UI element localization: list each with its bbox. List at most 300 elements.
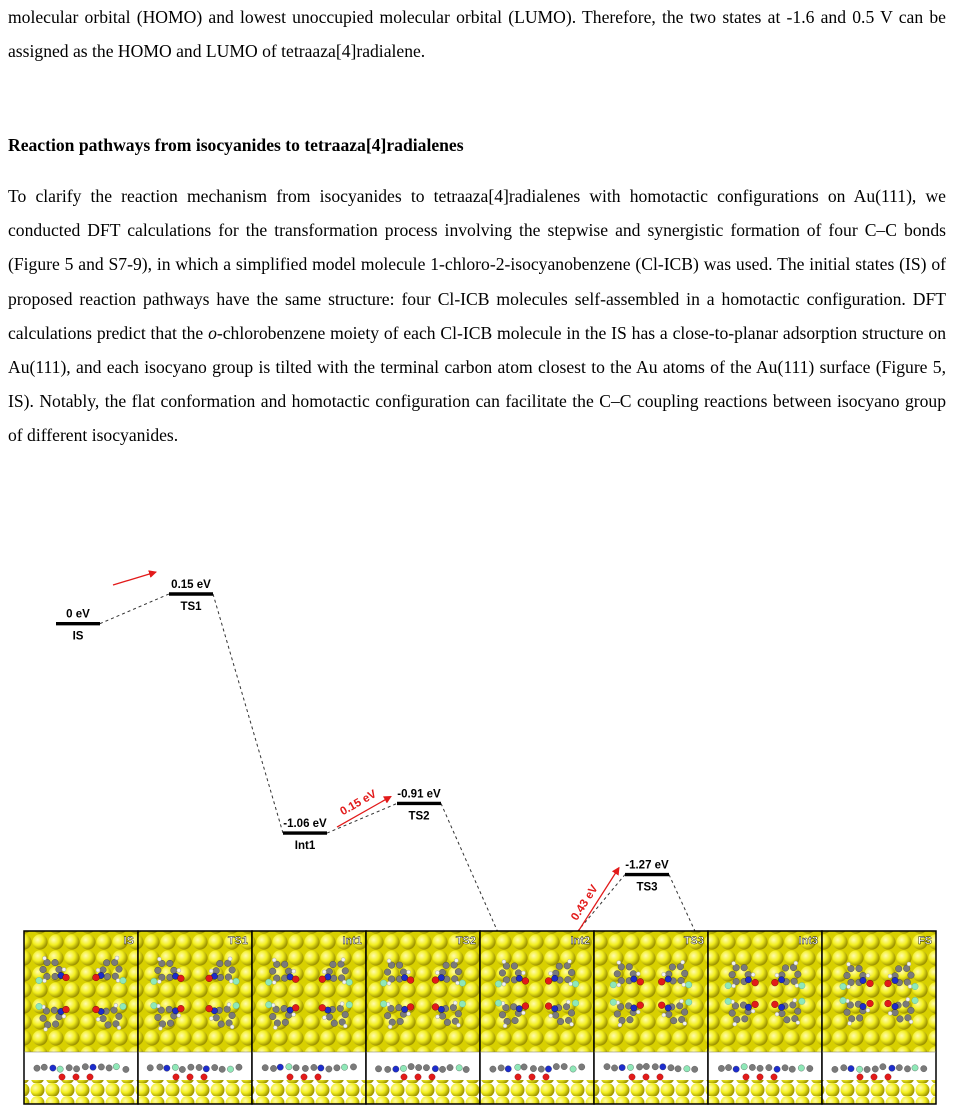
level-label-TS3: TS3 [636,881,658,894]
carbon-atom [111,1007,118,1014]
red-carbon-atom [206,1005,213,1012]
nitrogen-atom [745,977,751,983]
carbon-atom [217,974,224,981]
hydrogen-atom [775,1012,779,1016]
side-red-atom [857,1074,863,1080]
barrier-label-Int2-TS3: 0.43 eV [569,883,601,923]
chlorine-atom [495,1000,501,1006]
hydrogen-atom [341,958,345,962]
side-atom [515,1064,521,1070]
side-red-atom [657,1074,663,1080]
barrier-label-Int1-TS2: 0.15 eV [338,788,379,819]
carbon-atom [908,1007,915,1014]
carbon-atom [213,1014,220,1021]
level-value-TS1: 0.15 eV [171,579,211,591]
hydrogen-atom [793,998,797,1002]
hydrogen-atom [847,962,851,966]
side-atom [490,1066,496,1072]
red-carbon-atom [177,975,184,982]
red-carbon-atom [432,1004,439,1011]
side-atom [350,1064,356,1070]
gold-surface-side [138,1080,252,1104]
carbon-atom [734,1016,741,1023]
side-atom [147,1065,153,1071]
hydrogen-atom [157,957,161,961]
red-carbon-atom [885,1000,892,1007]
hydrogen-atom [751,973,755,977]
carbon-atom [844,972,851,979]
chlorine-atom [610,999,616,1005]
side-atom [375,1066,381,1072]
hydrogen-atom [388,1025,392,1029]
hydrogen-atom [230,1025,234,1029]
side-atom [66,1065,72,1071]
side-atom [326,1066,332,1072]
hydrogen-atom [227,1003,231,1007]
hydrogen-atom [796,1021,800,1025]
side-atom [774,1066,780,1072]
side-atom [896,1064,902,1070]
carbon-atom [159,1021,166,1028]
hydrogen-atom [62,1014,66,1018]
chlorine-atom [459,1001,465,1007]
side-atom [157,1064,163,1070]
hydrogen-atom [292,1013,296,1017]
side-atom [385,1066,391,1072]
red-carbon-atom [319,1004,326,1011]
carbon-atom [619,1017,626,1024]
red-carbon-atom [637,978,644,985]
hydrogen-atom [794,961,798,965]
gold-surface-side [822,1080,936,1104]
side-red-atom [871,1074,877,1080]
level-value-IS: 0 eV [66,608,90,621]
carbon-atom [499,1012,506,1019]
hydrogen-atom [114,1003,118,1007]
side-atom [832,1066,838,1072]
carbon-atom [557,1018,564,1025]
level-value-Int1: -1.06 eV [283,818,327,831]
hydrogen-atom [453,1001,457,1005]
hydrogen-atom [662,972,666,976]
nitrogen-atom [402,1006,408,1012]
carbon-atom [779,1010,786,1017]
side-red-atom [187,1074,193,1080]
side-atom [236,1064,242,1070]
structure-panels [24,931,936,1104]
side-atom [219,1066,225,1072]
hydrogen-atom [96,1017,100,1021]
hydrogen-atom [568,959,572,963]
red-carbon-atom [545,1003,552,1010]
carbon-atom [400,969,407,976]
red-carbon-atom [93,974,100,981]
connector-TS1-Int1 [213,594,283,833]
carbon-atom [729,1010,736,1017]
hydrogen-atom [662,1013,666,1017]
carbon-atom [326,1014,333,1021]
carbon-atom [52,1021,59,1028]
side-atom [196,1064,202,1070]
carbon-atom [681,970,688,977]
side-atom [203,1066,209,1072]
hydrogen-atom [866,974,870,978]
side-atom [393,1066,399,1072]
red-carbon-atom [867,1000,874,1007]
side-atom [113,1063,119,1069]
carbon-atom [167,960,174,967]
carbon-atom [676,1002,683,1009]
hydrogen-atom [682,983,686,987]
paragraph-text-2: -chlorobenzene moiety of each Cl-ICB molecule in the IS has a close-to-planar adsorption structure on Au(111), and each isocyano group is tilted with the terminal carbon atom closest to the Au atoms of the Au(111) surface (Figure 5, IS). Notably, the flat conformation and homotactic configuration can facilitate the C–C coupling reactions between isocyano group of different isocyanides. [8,322,947,446]
hydrogen-atom [733,1022,737,1026]
arrow-IS-TS1 [113,572,156,585]
carbon-atom [741,964,748,971]
carbon-atom [342,1011,349,1018]
carbon-atom [384,1012,391,1019]
chlorine-atom [36,977,42,983]
chlorine-atom [233,978,239,984]
paragraph-reaction-pathways [8,179,946,453]
chlorine-atom [380,1001,386,1007]
hydrogen-atom [775,973,779,977]
carbon-atom [274,1020,281,1027]
side-atom [848,1065,854,1071]
carbon-atom [116,966,123,973]
carbon-atom [511,963,518,970]
chlorine-atom [346,1002,352,1008]
carbon-atom [729,971,736,978]
carbon-atom [52,973,59,980]
hydrogen-atom [117,1026,121,1030]
chlorine-atom [840,983,846,989]
side-atom [334,1065,340,1071]
carbon-atom [269,1013,276,1020]
hydrogen-atom [866,1008,870,1012]
side-atom [302,1065,308,1071]
hydrogen-atom [322,970,326,974]
side-atom [684,1066,690,1072]
hydrogen-atom [435,971,439,975]
hydrogen-atom [229,979,233,983]
side-atom [636,1064,642,1070]
paragraph-text-1: To clarify the reaction mechanism from isocyanides to tetraaza[4]radialenes with homotactic configurations on Au(111), we conducted DFT calculations for the transformation process involving the stepwise and synergistic formation of four C–C bonds (Figure 5 and S7-9), in which a simplified model molecule 1-chloro-2-isocyanobenzene (Cl-ICB) was used. The initial states (IS) of proposed reaction pathways have the same structure: four Cl-ICB molecules self-assembled in a homotactic configuration. DFT calculations predict that the [8,186,946,343]
side-atom [341,1064,347,1070]
carbon-atom [741,1016,748,1023]
side-atom [570,1066,576,1072]
side-atom [439,1066,445,1072]
carbon-atom [40,966,47,973]
side-atom [798,1065,804,1071]
side-atom [652,1064,658,1070]
hydrogen-atom [570,1022,574,1026]
side-atom [34,1065,40,1071]
chlorine-atom [495,981,501,987]
chlorine-atom [266,1002,272,1008]
side-atom [741,1064,747,1070]
carbon-atom [568,969,575,976]
nitrogen-atom [438,1006,444,1012]
carbon-atom [450,1004,457,1011]
panel-label-FS: FS [917,935,932,947]
gold-surface-top [480,931,594,1052]
hydrogen-atom [115,956,119,960]
side-red-atom [529,1074,535,1080]
chlorine-atom [799,998,805,1004]
side-atom [766,1064,772,1070]
carbon-atom [614,1011,621,1018]
carbon-atom [563,1003,570,1010]
carbon-atom [116,1013,123,1020]
chlorine-atom [610,982,616,988]
side-atom [188,1064,194,1070]
carbon-atom [218,1021,225,1028]
side-atom [463,1066,469,1072]
chlorine-atom [151,1002,157,1008]
carbon-atom [281,1005,288,1012]
hydrogen-atom [177,1013,181,1017]
side-atom [90,1064,96,1070]
connector-IS-TS1 [100,594,169,624]
structure-panel-TS3 [594,931,708,1104]
hydrogen-atom [888,974,892,978]
carbon-atom [903,1001,910,1008]
nitrogen-atom [552,1005,558,1011]
side-atom [262,1065,268,1071]
red-carbon-atom [93,1006,100,1013]
hydrogen-atom [272,980,276,984]
level-label-Int1: Int1 [294,840,316,853]
side-red-atom [771,1074,777,1080]
carbon-atom [856,965,863,972]
carbon-atom [443,962,450,969]
side-atom [498,1065,504,1071]
section-heading: Reaction pathways from isocyanides to tetraaza[4]radialenes [8,135,464,155]
hydrogen-atom [387,981,391,985]
side-red-atom [415,1074,421,1080]
side-atom [432,1066,438,1072]
gold-surface-side [252,1080,366,1104]
hydrogen-atom [272,958,276,962]
side-atom [415,1064,421,1070]
carbon-atom [512,1017,519,1024]
side-atom [889,1065,895,1071]
carbon-atom [665,1011,672,1018]
level-label-TS1: TS1 [180,601,202,613]
red-carbon-atom [319,976,326,983]
side-atom [856,1066,862,1072]
red-carbon-atom [771,1001,778,1008]
hydrogen-atom [407,970,411,974]
carbon-atom [224,1006,231,1013]
hydrogen-atom [322,1016,326,1020]
gold-surface-top [138,931,252,1052]
red-carbon-atom [658,978,665,985]
side-atom [400,1065,406,1071]
chlorine-atom [572,981,578,987]
carbon-atom [794,1008,801,1015]
carbon-atom [795,971,802,978]
side-atom [749,1064,755,1070]
side-atom [675,1066,681,1072]
side-red-atom [757,1074,763,1080]
gold-surface-top [24,931,138,1052]
chlorine-atom [266,979,272,985]
structure-panel-Int3 [708,931,822,1104]
side-atom [538,1066,544,1072]
carbon-atom [670,1017,677,1024]
panel-label-Int3: Int3 [798,935,818,947]
side-atom [456,1065,462,1071]
hydrogen-atom [456,1023,460,1027]
carbon-atom [627,1016,634,1023]
nitrogen-atom [892,1003,898,1009]
carbon-atom [384,969,391,976]
hydrogen-atom [795,984,799,988]
panel-label-IS: IS [123,935,134,947]
carbon-atom [281,961,288,968]
carbon-atom [681,1009,688,1016]
side-atom [561,1063,567,1069]
hydrogen-atom [503,1024,507,1028]
chlorine-atom [459,980,465,986]
level-value-TS3: -1.27 eV [625,859,669,872]
red-carbon-atom [407,977,414,984]
side-atom [270,1065,276,1071]
side-atom [423,1064,429,1070]
carbon-atom [439,1013,446,1020]
red-carbon-atom [407,1004,414,1011]
side-red-atom [543,1074,549,1080]
hydrogen-atom [617,983,621,987]
chlorine-atom [572,1000,578,1006]
side-atom [578,1064,584,1070]
hydrogen-atom [683,1021,687,1025]
side-atom [627,1064,633,1070]
carbon-atom [396,1004,403,1011]
side-atom [611,1065,617,1071]
carbon-atom [167,974,174,981]
hydrogen-atom [521,971,525,975]
carbon-atom [552,1012,559,1019]
gold-surface-side [594,1080,708,1104]
structure-panel-Int2 [480,931,594,1104]
side-red-atom [301,1074,307,1080]
carbon-atom [342,968,349,975]
red-carbon-atom [63,1006,70,1013]
hydrogen-atom [43,956,47,960]
side-atom [447,1064,453,1070]
side-atom [164,1065,170,1071]
red-carbon-atom [637,1002,644,1009]
gold-surface-side [480,1080,594,1104]
hydrogen-atom [732,984,736,988]
side-atom [179,1066,185,1072]
side-atom [872,1066,878,1072]
side-red-atom [287,1074,293,1080]
side-red-atom [87,1074,93,1080]
hydrogen-atom [502,982,506,986]
nitrogen-atom [665,1005,671,1011]
carbon-atom [790,1002,797,1009]
side-atom [668,1065,674,1071]
structure-panel-Int1 [252,931,366,1104]
side-atom [864,1066,870,1072]
hydrogen-atom [387,959,391,963]
red-carbon-atom [752,1001,759,1008]
hydrogen-atom [636,1010,640,1014]
gold-surface-top [822,931,936,1052]
red-carbon-atom [522,1003,529,1010]
carbon-atom [166,1006,173,1013]
side-atom [660,1064,666,1070]
carbon-atom [285,968,292,975]
side-atom [318,1065,324,1071]
hydrogen-atom [569,982,573,986]
side-atom [782,1065,788,1071]
side-red-atom [201,1074,207,1080]
chlorine-atom [725,982,731,988]
carbon-atom [52,959,59,966]
red-carbon-atom [545,978,552,985]
hydrogen-atom [340,1002,344,1006]
hydrogen-atom [618,1023,622,1027]
hydrogen-atom [228,957,232,961]
carbon-atom [614,970,621,977]
carbon-atom [40,1015,47,1022]
hydrogen-atom [62,968,66,972]
carbon-atom [217,960,224,967]
carbon-atom [330,975,337,982]
side-atom [912,1065,918,1071]
red-carbon-atom [63,974,70,981]
carbon-atom [856,1015,863,1022]
red-carbon-atom [292,1004,299,1011]
hydrogen-atom [566,1000,570,1004]
side-atom [545,1066,551,1072]
carbon-atom [330,961,337,968]
side-atom [293,1065,299,1071]
carbon-atom [397,1018,404,1025]
side-atom [718,1065,724,1071]
hydrogen-atom [292,969,296,973]
side-red-atom [429,1074,435,1080]
red-carbon-atom [771,979,778,986]
side-atom [604,1063,610,1069]
hydrogen-atom [209,969,213,973]
side-red-atom [885,1074,891,1080]
figure-5-energy-profile [0,550,954,1107]
hydrogen-atom [116,978,120,982]
carbon-atom [897,1016,904,1023]
hydrogen-atom [732,961,736,965]
hydrogen-atom [848,1021,852,1025]
nitrogen-atom [778,977,784,983]
hydrogen-atom [617,961,621,965]
carbon-atom [892,1009,899,1016]
side-atom [725,1064,731,1070]
level-label-IS: IS [72,630,84,643]
gold-surface-side [708,1080,822,1104]
side-atom [619,1064,625,1070]
red-carbon-atom [432,977,439,984]
carbon-atom [337,1005,344,1012]
side-atom [841,1065,847,1071]
carbon-atom [455,968,462,975]
hydrogen-atom [273,1026,277,1030]
panel-label-TS1: TS1 [227,935,248,947]
carbon-atom [444,1019,451,1026]
